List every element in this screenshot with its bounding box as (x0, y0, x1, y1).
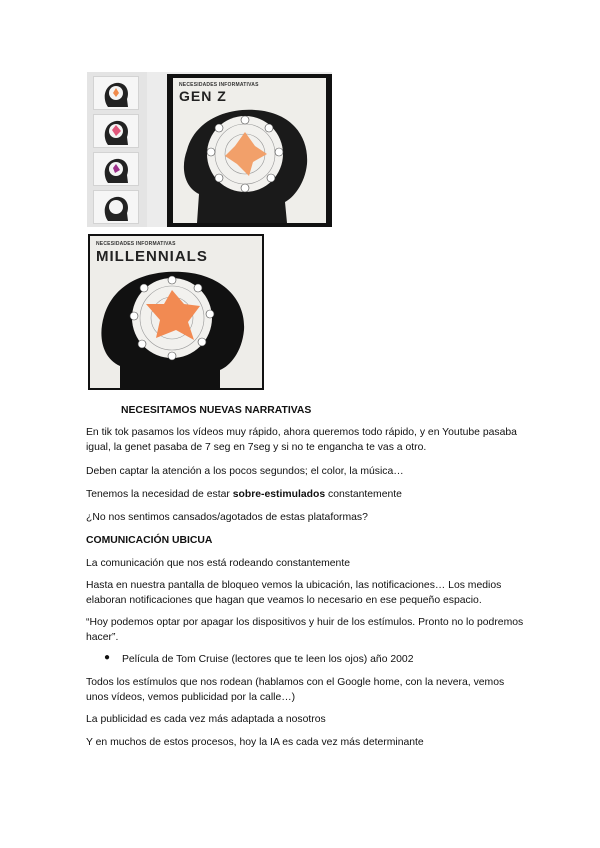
millennials-title: MILLENNIALS (96, 248, 208, 265)
bold-text: sobre-estimulados (232, 489, 326, 500)
text: constantemente (325, 489, 402, 500)
millennials-infographic-image (88, 234, 264, 390)
paragraph: Hasta en nuestra pantalla de bloqueo vemos la ubicación, las notificaciones… Los medios elaboran notificaciones que hagan que veamos lo necesario en ese pequeño espacio. (86, 580, 502, 606)
paragraph: Deben captar la atención a los pocos segundos; el color, la música… (86, 466, 404, 477)
paragraph: La comunicación que nos está rodeando constantemente (86, 558, 350, 569)
text: Tenemos la necesidad de estar (86, 489, 233, 500)
thumbnail (93, 152, 139, 186)
section-heading-narrativas: NECESITAMOS NUEVAS NARRATIVAS (121, 405, 312, 416)
paragraph: Todos los estímulos que nos rodean (hablamos con el Google home, con la nevera, vemos unos vídeos, vemos publicidad por la calle…) (86, 677, 505, 703)
thumbnail-strip (87, 72, 147, 227)
genz-title: GEN Z (179, 88, 227, 104)
thumbnail (93, 190, 139, 224)
genz-poster (167, 74, 332, 227)
quote: “Hoy podemos optar por apagar los dispositivos y huir de los estímulos. Pronto no lo podremos hacer”. (86, 617, 524, 643)
paragraph: En tik tok pasamos los vídeos muy rápido, ahora queremos todo rápido, y en Youtube pasaba igual, la genet pasaba de 7 seg en 7seg y si no te engancha te vas a otro. (86, 427, 517, 453)
paragraph-sobreestimulados (86, 487, 526, 502)
thumbnail (93, 76, 139, 110)
paragraph: La publicidad es cada vez más adaptada a nosotros (86, 714, 326, 725)
millennials-small-title: NECESIDADES INFORMATIVAS (96, 241, 176, 247)
thumbnail (93, 114, 139, 148)
section-heading-ubicua: COMUNICACIÓN UBICUA (86, 535, 213, 546)
genz-infographic-image (87, 72, 332, 227)
paragraph: ¿No nos sentimos cansados/agotados de estas plataformas? (86, 512, 368, 523)
genz-small-title: NECESIDADES INFORMATIVAS (179, 82, 259, 88)
millennials-head-radar (90, 266, 262, 388)
bullet-icon: ● (104, 652, 111, 663)
paragraph: Y en muchos de estos procesos, hoy la IA es cada vez más determinante (86, 737, 424, 748)
bullet-item: Película de Tom Cruise (lectores que te leen los ojos) año 2002 (122, 654, 414, 665)
genz-head-radar (173, 106, 326, 223)
